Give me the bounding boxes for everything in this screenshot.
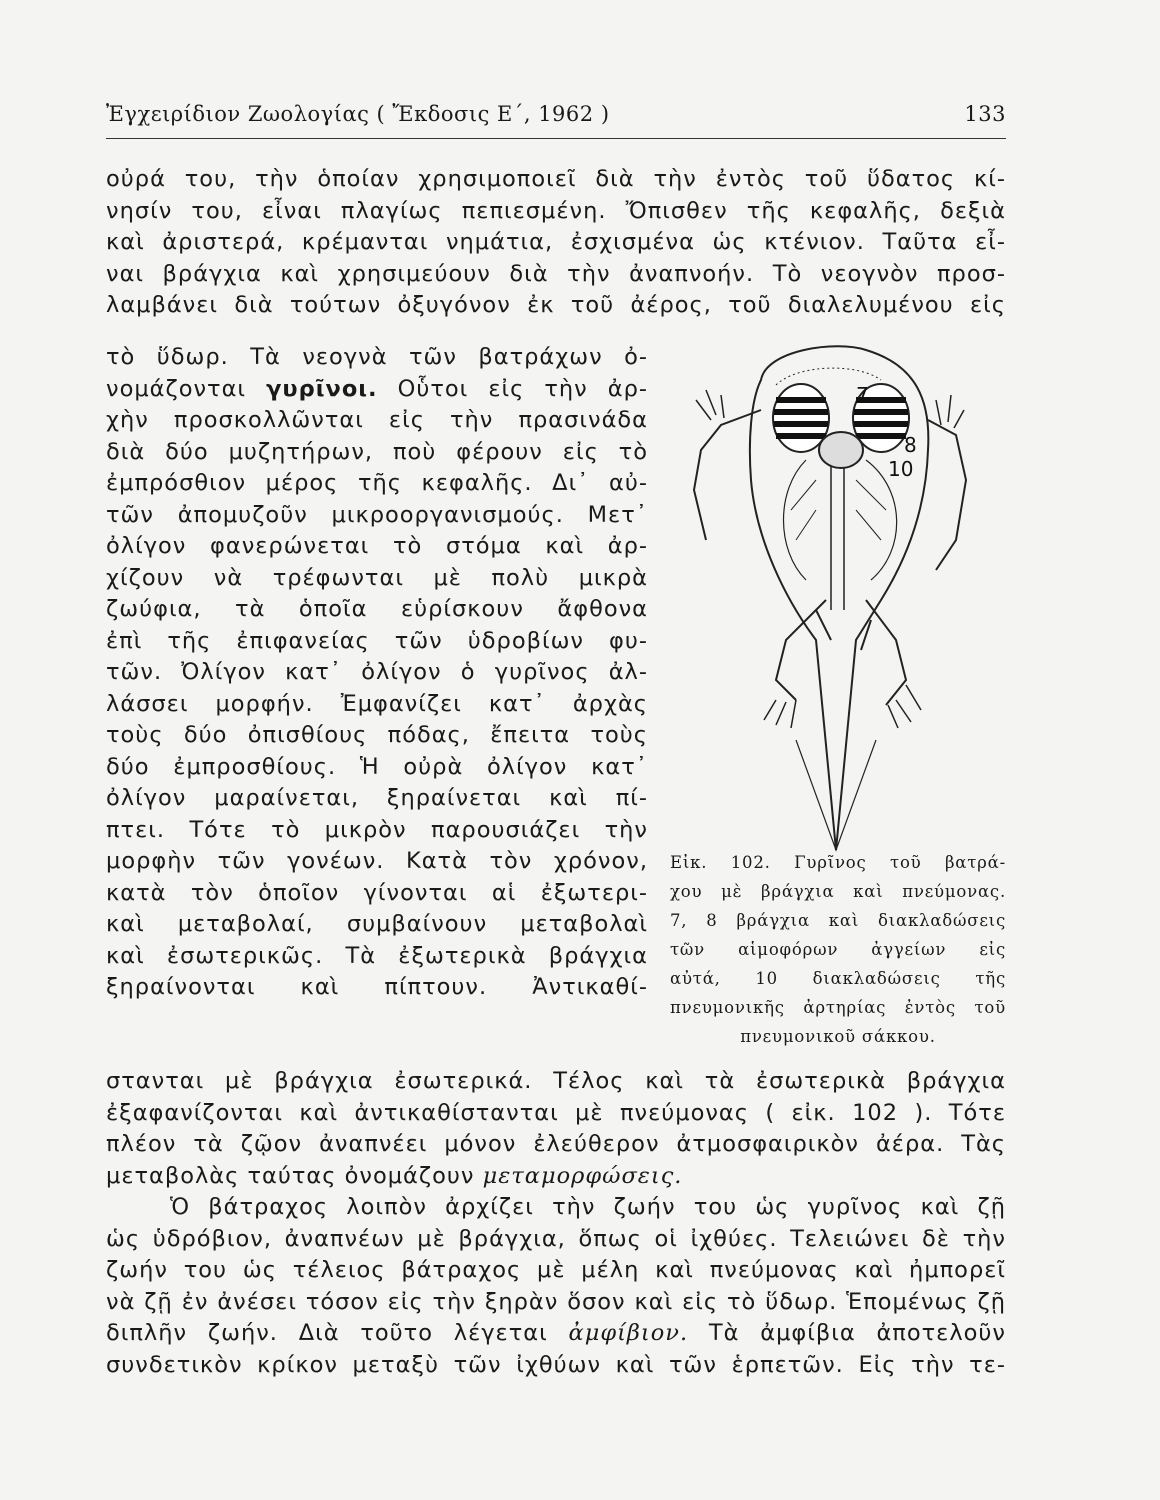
text-line: ὀλίγον μαραίνεται, ξηραίνεται καὶ πί-	[106, 785, 648, 811]
text-line: κατὰ τὸν ὁποῖον γίνονται αἱ ἐξωτερι-	[106, 879, 648, 906]
figure-label-8: 8	[904, 433, 917, 457]
caption-line: Εἰκ. 102. Γυρῖνος τοῦ βατρά-	[670, 853, 1006, 872]
text-line: τῶν. Ὀλίγον κατ᾽ ὀλίγον ὁ γυρῖνος ἀλ-	[106, 659, 648, 685]
text-line: μορφὴν τῶν γονέων. Κατὰ τὸν χρόνον,	[106, 848, 648, 874]
caption-line: πνευμονικοῦ σάκκου.	[740, 1027, 936, 1046]
text-span: διπλῆν ζωήν. Διὰ τοῦτο λέγεται	[106, 1320, 569, 1346]
text-line: χὴν προσκολλῶνται εἰς τὴν πρασινάδα	[106, 407, 648, 433]
top-paragraph	[106, 164, 1006, 322]
text-line: συνδετικὸν κρίκον μεταξὺ τῶν ἰχθύων καὶ τῶν ἑρπετῶν. Εἰς τὴν τε-	[106, 1351, 1006, 1378]
text-span: Οὗτοι εἰς τὴν ἀρ-	[377, 375, 648, 402]
text-line: ἐπὶ τῆς ἐπιφανείας τῶν ὑδροβίων φυ-	[106, 627, 648, 654]
page-number: 133	[964, 102, 1006, 126]
figure-label-10: 10	[888, 457, 914, 481]
text-line: λάσσει μορφήν. Ἐμφανίζει κατ᾽ ἀρχὰς	[106, 690, 648, 717]
term-gyrinoi: γυρῖνοι.	[266, 375, 378, 402]
text-line: τὸ ὕδωρ. Τὰ νεογνὰ τῶν βατράχων ὀ-	[106, 344, 648, 370]
caption-line: 7, 8 βράγχια καὶ διακλαδώσεις	[670, 911, 1006, 930]
text-line	[106, 1318, 1006, 1350]
term-metamorphoses: μεταμορφώσεις.	[482, 1162, 683, 1189]
header-title: Ἐγχειρίδιον Ζωολογίας ( Ἔκδοσις Ε΄, 1962 )	[106, 102, 610, 126]
text-line: οὐρά του, τὴν ὁποίαν χρησιμοποιεῖ διὰ τὴν ἐντὸς τοῦ ὕδατος κί-	[106, 166, 1006, 192]
text-line: δύο ἐμπροσθίους. Ἡ οὐρὰ ὀλίγον κατ᾽	[106, 753, 648, 780]
text-line: ὡς ὑδρόβιον, ἀναπνέων μὲ βράγχια, ὅπως οἱ ἰχθύες. Τελειώνει δὲ τὴν	[106, 1225, 1006, 1252]
caption-line: τῶν αἱμοφόρων ἀγγείων εἰς	[670, 940, 1006, 959]
text-line: ζωύφια, τὰ ὁποῖα εὑρίσκουν ἄφθονα	[106, 596, 648, 622]
figure-label-7: 7	[856, 383, 869, 407]
text-line: πλέον τὰ ζῷον ἀναπνέει μόνον ἐλεύθερον ἀτμοσφαιρικὸν ἀέρα. Τὰς	[106, 1131, 1006, 1157]
tadpole-figure	[666, 340, 1006, 860]
text-span: νομάζονται	[106, 375, 267, 402]
text-span: Τὰ ἀμφίβια ἀποτελοῦν	[688, 1320, 1006, 1346]
caption-line: χου μὲ βράγχια καὶ πνεύμονας.	[670, 882, 1006, 901]
text-line: λαμβάνει διὰ τούτων ὀξυγόνον ἐκ τοῦ ἀέρος, τοῦ διαλελυμένου εἰς	[106, 292, 1006, 318]
text-line: ὀλίγον φανερώνεται τὸ στόμα καὶ ἀρ-	[106, 533, 648, 559]
running-header	[106, 100, 1006, 139]
bottom-text	[106, 1066, 1006, 1381]
caption-line: πνευμονικῆς ἀρτηρίας ἐντὸς τοῦ	[670, 998, 1006, 1017]
text-span: μεταβολὰς ταύτας ὀνομάζουν	[106, 1162, 483, 1189]
text-line: πτει. Τότε τὸ μικρὸν παρουσιάζει τὴν	[106, 816, 648, 843]
text-line: διὰ δύο μυζητήρων, ποὺ φέρουν εἰς τὸ	[106, 438, 648, 465]
text-line: ναι βράγχια καὶ χρησιμεύουν διὰ τὴν ἀναπνοήν. Τὸ νεογνὸν προσ-	[106, 260, 1006, 287]
text-line: νὰ ζῇ ἐν ἀνέσει τόσον εἰς τὴν ξηρὰν ὅσον καὶ εἰς τὸ ὕδωρ. Ἑπομένως ζῇ	[106, 1288, 1006, 1315]
term-amphibion: ἀμφίβιον.	[568, 1320, 689, 1346]
left-column-text	[106, 342, 648, 1004]
caption-line: αὐτά, 10 διακλαδώσεις τῆς	[670, 969, 1006, 988]
text-line: καὶ ἐσωτερικῶς. Τὰ ἐξωτερικὰ βράγχια	[106, 942, 648, 969]
text-line	[106, 1161, 1006, 1193]
text-line: ξηραίνονται καὶ πίπτουν. Ἀντικαθί-	[106, 974, 648, 1000]
text-line: χίζουν νὰ τρέφωνται μὲ πολὺ μικρὰ	[106, 564, 648, 591]
text-line: τῶν ἀπομυζοῦν μικροοργανισμούς. Μετ᾽	[106, 501, 648, 528]
text-line: καὶ μεταβολαί, συμβαίνουν μεταβολαὶ	[106, 911, 648, 937]
figure-caption	[670, 848, 1006, 1051]
text-line: στανται μὲ βράγχια ἐσωτερικά. Τέλος καὶ τὰ ἐσωτερικὰ βράγχια	[106, 1068, 1006, 1094]
text-line: καὶ ἀριστερά, κρέμανται νημάτια, ἐσχισμένα ὡς κτένιον. Ταῦτα εἶ-	[106, 229, 1006, 255]
text-line: νησίν του, εἶναι πλαγίως πεπιεσμένη. Ὄπισθεν τῆς κεφαλῆς, δεξιὰ	[106, 197, 1006, 224]
text-line	[106, 374, 648, 406]
text-line: τοὺς δύο ὀπισθίους πόδας, ἔπειτα τοὺς	[106, 722, 648, 748]
text-line: ζωήν του ὡς τέλειος βάτραχος μὲ μέλη καὶ πνεύμονας καὶ ἠμπορεῖ	[106, 1257, 1006, 1283]
text-line: Ὁ βάτραχος λοιπὸν ἀρχίζει τὴν ζωήν του ὡς γυρῖνος καὶ ζῇ	[170, 1194, 1006, 1220]
tadpole-illustration	[666, 340, 1006, 860]
text-line: ἐξαφανίζονται καὶ ἀντικαθίστανται μὲ πνεύμονας ( εἰκ. 102 ). Τότε	[106, 1099, 1006, 1126]
text-line: ἐμπρόσθιον μέρος τῆς κεφαλῆς. Δι᾽ αὐ-	[106, 470, 648, 496]
